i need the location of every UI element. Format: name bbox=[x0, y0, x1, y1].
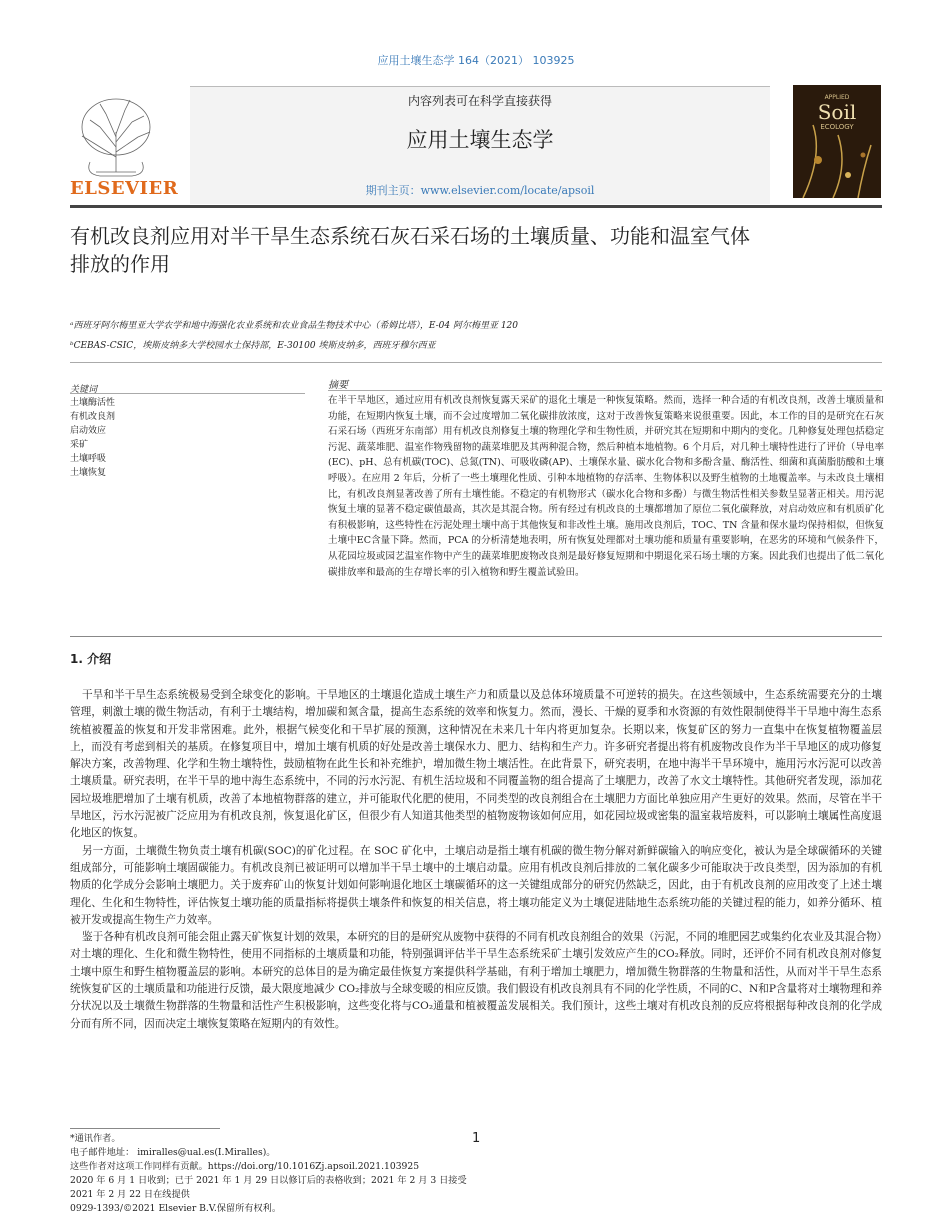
footnote-doi[interactable]: 这些作者对这项工作同样有贡献。https://doi.org/10.1016Zj.apsoil.2021.103925 bbox=[70, 1160, 420, 1172]
section-heading: 1. 介绍 bbox=[70, 652, 112, 666]
journal-cover bbox=[793, 85, 881, 198]
cover-artwork bbox=[793, 85, 881, 198]
body-paragraph: 鉴于各种有机改良剂可能会阻止露天矿恢复计划的效果，本研究的目的是研究从废物中获得的不同有机改良剂组合的效果（污泥，不同的堆肥园艺或集约化农业及其混合物）对土壤的理化、生化和微生物特性，使用不同指标的土壤质量和功能，特别强调评估半干旱生态系统采矿土壤引发效应产生的CO₂释放。同时，还评价不同有机改良剂对修复土壤中原生和野生植物覆盖层的影响。本研究的总体目的是为确定最佳恢复方案提供科学基础，有利于增加土壤肥力，增加微生物群落的生物量和活性，从而对半干旱生态系统恢复矿区的土壤质量和功能进行反馈，最大限度地减少 CO₂排放与全球变暖的相应反馈。我们假设有机改良剂具有不同的化学性质，不同的C、N和P含量将对土壤物理和养分状况以及土壤微生物群落的生物量和活性产生积极影响，这些变化将与CO₂通量和植被覆盖发展相关。我们预计，这些土壤对有机改良剂的反应将根据每种改良剂的化学成分而有所不同，因而决定土壤恢复策略在短期内的有效性。 bbox=[70, 931, 882, 1030]
journal-homepage[interactable] bbox=[300, 182, 660, 198]
header-bottom-rule bbox=[70, 205, 882, 208]
affiliation-b: ᵇCEBAS-CSIC，埃斯皮纳多大学校园水土保持部，E-30100 埃斯皮纳多，西班牙穆尔西亚 bbox=[70, 341, 436, 351]
affiliation-a: ᵃ西班牙阿尔梅里亚大学农学和地中海强化农业系统和农业食品生物技术中心（希姆比塔），E-04 阿尔梅里亚 120 bbox=[70, 321, 519, 331]
affiliation-rule bbox=[70, 362, 882, 363]
keywords-heading: 关键词 bbox=[70, 385, 98, 395]
contents-line bbox=[300, 92, 660, 109]
homepage-label: 期刊主页： bbox=[365, 184, 421, 197]
homepage-link[interactable]: www.elsevier.com/locate/apsoil bbox=[420, 184, 595, 197]
header-top-rule bbox=[190, 86, 770, 87]
keyword-item: 启动效应 bbox=[70, 426, 107, 436]
cover-ecology-text: ECOLOGY bbox=[820, 123, 854, 131]
title-line-2: 排放的作用 bbox=[70, 252, 170, 276]
keyword-item: 采矿 bbox=[70, 440, 89, 450]
journal-reference[interactable]: 应用土壤生态学 164（2021） 103925 bbox=[377, 54, 575, 67]
keyword-item: 土壤呼吸 bbox=[70, 454, 107, 464]
abstract-bottom-rule bbox=[70, 636, 882, 637]
footnote-rule bbox=[70, 1128, 220, 1129]
footnote-received: 2020 年 6 月 1 日收到；已于 2021 年 1 月 29 日以修订后的表格收到；2021 年 2 月 3 日接受 bbox=[70, 1174, 467, 1186]
abstract-rule bbox=[328, 390, 882, 391]
abstract-text: 在半干旱地区，通过应用有机改良剂恢复露天采矿的退化土壤是一种恢复策略。然而，选择一种合适的有机改良剂，改善土壤质量和功能，在短期内恢复土壤，而不会过度增加二氧化碳排放浓度，这对于改善恢复策略来说很重要。因此，本工作的目的是研究在石灰石采石场（西班牙东南部）用有机改良剂修复土壤的物理化学和生物性质，并研究其在短期和中期内的变化。几种修复处理包括稳定污泥、蔬菜堆肥、温室作物残留物的蔬菜堆肥及其两种混合物，然后种植本地植物。6 个月后，对几种土壤特性进行了评价（导电率(EC)、pH、总有机碳(TOC)、总氮(TN)、可吸收磷(AP)、土壤保水量、碳水化合物和多酚含量、酶活性、细菌和真菌脂肪酸和土壤呼吸）。在应用 2 年后，分析了一些土壤理化性质、引种本地植物的存活率、生物体积以及野生植物的土地覆盖率。与未改良土壤相比，有机改良剂显著改善了所有土壤性能。不稳定的有机物形式（碳水化合物和多酚）与微生物活性相关参数呈显著正相关。用污泥恢复土壤的显著不稳定碳值最高，其次是其混合物。所有经过有机改良的土壤都增加了原位二氧化碳释放，对启动效应和有机质矿化有积极影响，这些特性在污泥处理土壤中高于其他恢复和非改性土壤。施用改良剂后，TOC、TN 含量和保水量均保持相似，但恢复土壤中EC含量下降。然而，PCA 的分析清楚地表明，所有恢复处理都对土壤功能和质量有重要影响，在恶劣的环境和气候条件下，从花园垃圾或园艺温室作物中产生的蔬菜堆肥废物改良剂是最好修复短期和中期退化采石场土壤的方案。因此我们也提出了低二氧化碳排放率和最高的生存增长率的引入植物和野生覆盖试验田。 bbox=[328, 395, 884, 578]
publisher-wordmark: ELSEVIER bbox=[70, 178, 179, 199]
keywords-rule bbox=[70, 393, 305, 394]
footnote-online: 2021 年 2 月 22 日在线提供 bbox=[70, 1188, 190, 1200]
footnote-corresponding: *通讯作者。 bbox=[70, 1133, 121, 1144]
footnotes bbox=[70, 1132, 467, 1215]
keyword-item: 土壤酶活性 bbox=[70, 398, 116, 408]
contents-text: 内容列表可在科学直接获得 bbox=[407, 94, 552, 108]
abstract-heading: 摘要 bbox=[328, 380, 348, 391]
keywords-list bbox=[70, 396, 115, 480]
footnote-email[interactable]: 电子邮件地址： imiralles@ual.es(I.Miralles)。 bbox=[70, 1146, 276, 1158]
page-number: 1 bbox=[472, 1131, 481, 1146]
article-title bbox=[70, 222, 850, 278]
keyword-item: 有机改良剂 bbox=[70, 412, 116, 422]
body-text bbox=[70, 687, 882, 1033]
keyword-item: 土壤恢复 bbox=[70, 468, 107, 478]
footnote-copyright: 0929-1393/©2021 Elsevier B.V.保留所有权利。 bbox=[70, 1202, 282, 1214]
title-line-1: 有机改良剂应用对半干旱生态系统石灰石采石场的土壤质量、功能和温室气体 bbox=[70, 224, 750, 248]
body-paragraph: 干旱和半干旱生态系统极易受到全球变化的影响。干旱地区的土壤退化造成土壤生产力和质量以及总体环境质量不可逆转的损失。在这些领域中，生态系统需要充分的土壤管理，刺激土壤的微生物活动，有利于土壤结构，增加碳和氮含量，提高生态系统的效率和恢复力。然而，漫长、干燥的夏季和水资源的有效性限制使得半干旱地中海生态系统植被覆盖的恢复和开发非常困难。此外，根据气候变化和干旱扩展的预测，这种情况在未来几十年内将更加复杂。长期以来，恢复矿区的努力一直集中在恢复植物覆盖层上，而没有考虑到相关的基质。在修复项目中，增加土壤有机质的好处是改善土壤保水力、肥力、结构和生产力。许多研究者提出将有机废物改良作为半干旱地区的成功修复解决方案，改善物理、化学和生物土壤特性，鼓励植物在此生长和补充维护，增加微生物土壤活性。在此背景下，研究表明，在地中海半干旱环境中，施用污水污泥可以改善土壤质量。研究表明，在半干旱的地中海生态系统中，不同的污水污泥、有机生活垃圾和不同覆盖物的组合提高了土壤肥力，改善了水文土壤特性。其他研究者发现，添加花园垃圾堆肥增加了土壤有机质，改善了本地植物群落的建立，并可能取代化肥的使用，不同类型的改良剂组合在土壤肥力方面比单独应用产生更好的效果。然而，尽管在半干旱地区，污水污泥被广泛应用为有机改良剂，恢复退化矿区，但很少有人知道其他类型的植物废物该如何应用，如花园垃圾或密集的温室栽培废料，可以影响土壤属性高度退化地区的恢复。 bbox=[70, 689, 882, 840]
body-paragraph: 另一方面，土壤微生物负责土壤有机碳(SOC)的矿化过程。在 SOC 矿化中，土壤启动是指土壤有机碳的微生物分解对新鲜碳输入的响应变化，被认为是全球碳循环的关键组成部分，可能影响土壤固碳能力。有机改良剂已被证明可以增加半干旱土壤中的土壤启动量。应用有机改良剂后排放的二氧化碳多少可能取决于改良类型，因为添加的有机物质的化学成分会影响土壤肥力。关于废弃矿山的恢复计划如何影响退化地区土壤碳循环的这一关键组成部分的研究仍然缺乏，因此，由于有机改良剂的应用改变了上述土壤理化、生化和生物特性，评估恢复土壤功能的质量指标将提供土壤条件和恢复的相关信息，将土壤功能定义为土壤促进陆地生态系统功能的关键过程的能力，如养分循环、植被开发或提高生物生产力效率。 bbox=[70, 844, 882, 926]
journal-title: 应用土壤生态学 bbox=[406, 128, 554, 152]
cover-applied-text: APPLIED bbox=[824, 94, 850, 101]
cover-soil-text: Soil bbox=[817, 100, 857, 124]
